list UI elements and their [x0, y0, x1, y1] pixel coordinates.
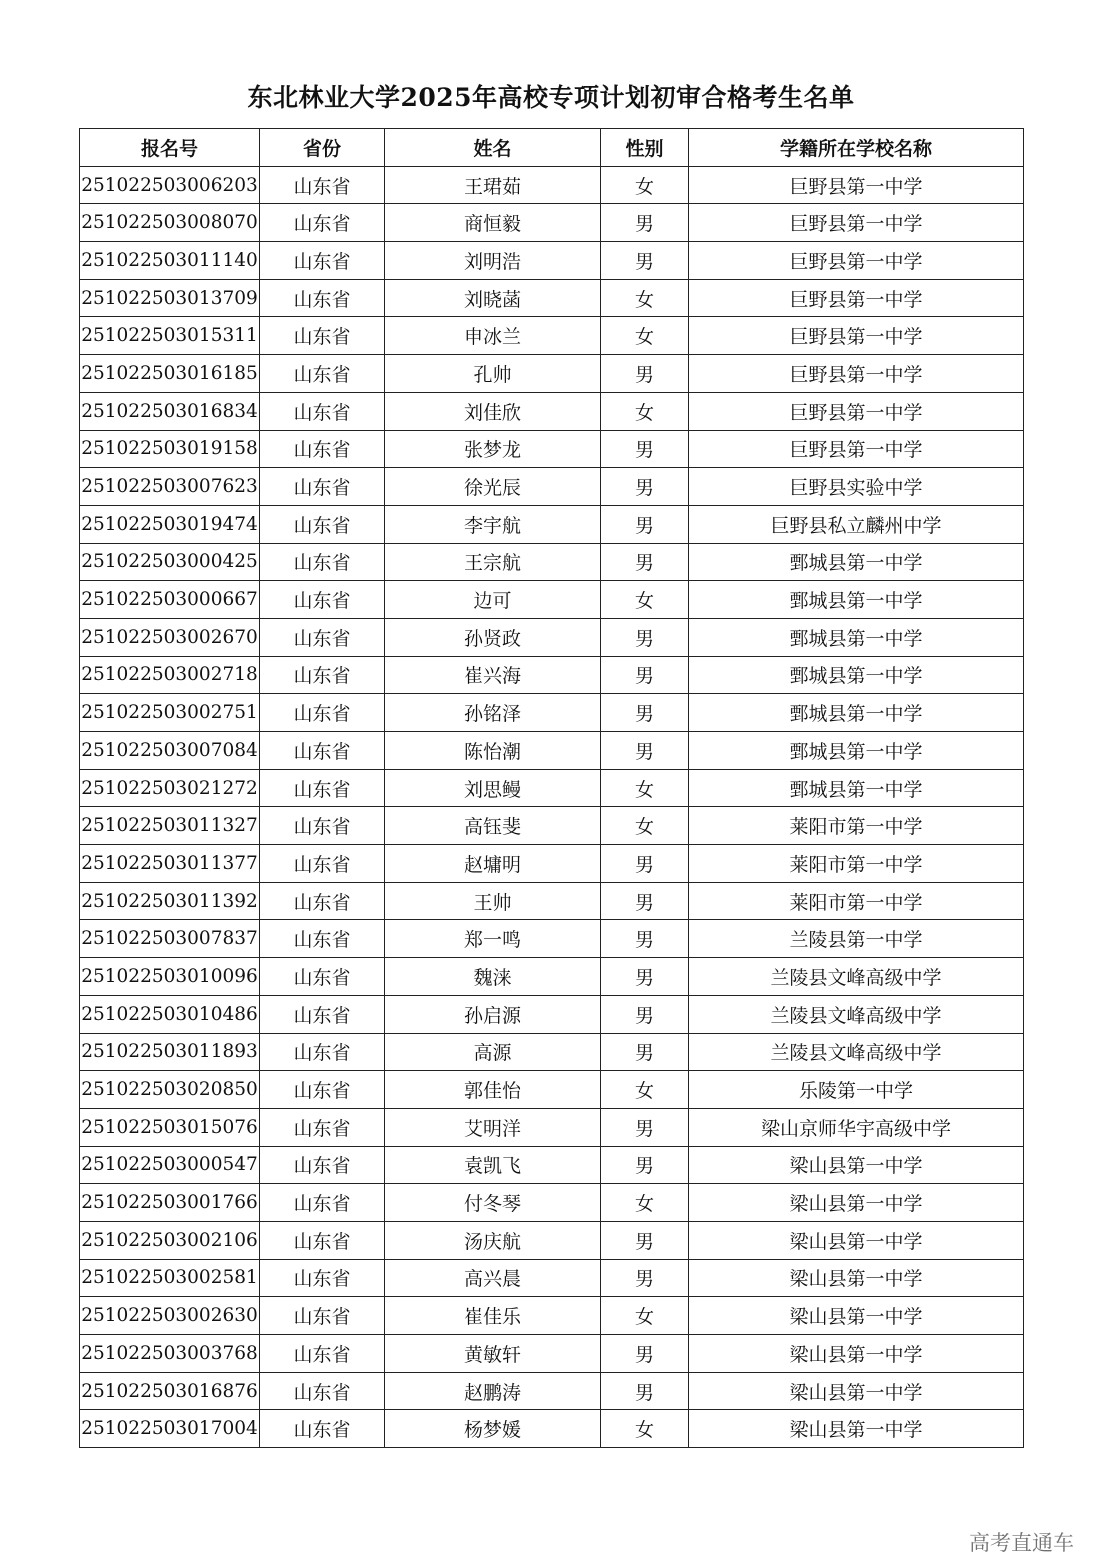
- header-province: 省份: [260, 129, 385, 167]
- school-cell: 梁山县第一中学: [689, 1221, 1024, 1259]
- header-registration-number: 报名号: [80, 129, 260, 167]
- registration-number-cell: 251022503002751: [80, 694, 260, 732]
- name-cell: 刘明浩: [385, 242, 601, 280]
- name-cell: 汤庆航: [385, 1221, 601, 1259]
- table-row: [80, 1221, 1024, 1259]
- table-row: [80, 769, 1024, 807]
- province-cell: 山东省: [260, 1071, 385, 1109]
- candidate-table: [79, 128, 1024, 1448]
- table-row: [80, 618, 1024, 656]
- gender-cell: 男: [601, 1335, 689, 1373]
- name-cell: 刘思鳗: [385, 769, 601, 807]
- province-cell: 山东省: [260, 1297, 385, 1335]
- name-cell: 张梦龙: [385, 430, 601, 468]
- name-cell: 杨梦媛: [385, 1410, 601, 1448]
- gender-cell: 女: [601, 1297, 689, 1335]
- table-row: [80, 1297, 1024, 1335]
- name-cell: 孙贤政: [385, 618, 601, 656]
- school-cell: 梁山县第一中学: [689, 1146, 1024, 1184]
- school-cell: 鄄城县第一中学: [689, 543, 1024, 581]
- registration-number-cell: 251022503001766: [80, 1184, 260, 1222]
- gender-cell: 女: [601, 769, 689, 807]
- name-cell: 赵墉明: [385, 845, 601, 883]
- province-cell: 山东省: [260, 1184, 385, 1222]
- province-cell: 山东省: [260, 656, 385, 694]
- school-cell: 乐陵第一中学: [689, 1071, 1024, 1109]
- name-cell: 艾明洋: [385, 1108, 601, 1146]
- gender-cell: 女: [601, 1410, 689, 1448]
- registration-number-cell: 251022503020850: [80, 1071, 260, 1109]
- table-row: [80, 1184, 1024, 1222]
- table-row: [80, 920, 1024, 958]
- province-cell: 山东省: [260, 355, 385, 393]
- school-cell: 巨野县第一中学: [689, 242, 1024, 280]
- name-cell: 刘佳欣: [385, 392, 601, 430]
- table-row: [80, 1259, 1024, 1297]
- table-row: [80, 807, 1024, 845]
- registration-number-cell: 251022503015311: [80, 317, 260, 355]
- school-cell: 巨野县第一中学: [689, 355, 1024, 393]
- gender-cell: 男: [601, 1372, 689, 1410]
- province-cell: 山东省: [260, 1410, 385, 1448]
- name-cell: 郑一鸣: [385, 920, 601, 958]
- province-cell: 山东省: [260, 543, 385, 581]
- province-cell: 山东省: [260, 242, 385, 280]
- table-row: [80, 1146, 1024, 1184]
- gender-cell: 男: [601, 618, 689, 656]
- registration-number-cell: 251022503007837: [80, 920, 260, 958]
- school-cell: 巨野县第一中学: [689, 317, 1024, 355]
- province-cell: 山东省: [260, 392, 385, 430]
- gender-cell: 女: [601, 317, 689, 355]
- name-cell: 魏涞: [385, 958, 601, 996]
- registration-number-cell: 251022503010486: [80, 995, 260, 1033]
- gender-cell: 男: [601, 355, 689, 393]
- gender-cell: 男: [601, 505, 689, 543]
- registration-number-cell: 251022503007084: [80, 732, 260, 770]
- province-cell: 山东省: [260, 807, 385, 845]
- province-cell: 山东省: [260, 505, 385, 543]
- name-cell: 孔帅: [385, 355, 601, 393]
- gender-cell: 男: [601, 1033, 689, 1071]
- table-row: [80, 1372, 1024, 1410]
- gender-cell: 男: [601, 1108, 689, 1146]
- table-row: [80, 430, 1024, 468]
- registration-number-cell: 251022503008070: [80, 204, 260, 242]
- table-row: [80, 1071, 1024, 1109]
- registration-number-cell: 251022503019474: [80, 505, 260, 543]
- province-cell: 山东省: [260, 430, 385, 468]
- school-cell: 巨野县第一中学: [689, 204, 1024, 242]
- school-cell: 梁山县第一中学: [689, 1259, 1024, 1297]
- name-cell: 袁凯飞: [385, 1146, 601, 1184]
- name-cell: 郭佳怡: [385, 1071, 601, 1109]
- school-cell: 莱阳市第一中学: [689, 807, 1024, 845]
- name-cell: 王珺茹: [385, 166, 601, 204]
- name-cell: 刘晓菡: [385, 279, 601, 317]
- name-cell: 边可: [385, 581, 601, 619]
- table-row: [80, 845, 1024, 883]
- header-gender: 性别: [601, 129, 689, 167]
- name-cell: 王帅: [385, 882, 601, 920]
- gender-cell: 女: [601, 807, 689, 845]
- school-cell: 梁山县第一中学: [689, 1372, 1024, 1410]
- name-cell: 商恒毅: [385, 204, 601, 242]
- school-cell: 巨野县第一中学: [689, 279, 1024, 317]
- registration-number-cell: 251022503003768: [80, 1335, 260, 1373]
- school-cell: 巨野县第一中学: [689, 430, 1024, 468]
- table-row: [80, 468, 1024, 506]
- gender-cell: 男: [601, 1259, 689, 1297]
- school-cell: 梁山县第一中学: [689, 1297, 1024, 1335]
- registration-number-cell: 251022503006203: [80, 166, 260, 204]
- school-cell: 鄄城县第一中学: [689, 581, 1024, 619]
- gender-cell: 男: [601, 1146, 689, 1184]
- gender-cell: 女: [601, 166, 689, 204]
- province-cell: 山东省: [260, 1335, 385, 1373]
- name-cell: 崔佳乐: [385, 1297, 601, 1335]
- school-cell: 莱阳市第一中学: [689, 845, 1024, 883]
- province-cell: 山东省: [260, 618, 385, 656]
- school-cell: 梁山京师华宇高级中学: [689, 1108, 1024, 1146]
- gender-cell: 男: [601, 204, 689, 242]
- gender-cell: 男: [601, 958, 689, 996]
- name-cell: 付冬琴: [385, 1184, 601, 1222]
- name-cell: 高源: [385, 1033, 601, 1071]
- school-cell: 兰陵县第一中学: [689, 920, 1024, 958]
- table-body: [80, 166, 1024, 1447]
- province-cell: 山东省: [260, 1221, 385, 1259]
- registration-number-cell: 251022503011327: [80, 807, 260, 845]
- province-cell: 山东省: [260, 995, 385, 1033]
- table-row: [80, 166, 1024, 204]
- registration-number-cell: 251022503016876: [80, 1372, 260, 1410]
- province-cell: 山东省: [260, 1259, 385, 1297]
- registration-number-cell: 251022503010096: [80, 958, 260, 996]
- school-cell: 梁山县第一中学: [689, 1184, 1024, 1222]
- name-cell: 高兴晨: [385, 1259, 601, 1297]
- registration-number-cell: 251022503002106: [80, 1221, 260, 1259]
- school-cell: 巨野县第一中学: [689, 392, 1024, 430]
- school-cell: 鄄城县第一中学: [689, 656, 1024, 694]
- table-row: [80, 882, 1024, 920]
- province-cell: 山东省: [260, 1146, 385, 1184]
- registration-number-cell: 251022503019158: [80, 430, 260, 468]
- gender-cell: 男: [601, 732, 689, 770]
- gender-cell: 男: [601, 430, 689, 468]
- gender-cell: 男: [601, 242, 689, 280]
- school-cell: 鄄城县第一中学: [689, 694, 1024, 732]
- province-cell: 山东省: [260, 317, 385, 355]
- registration-number-cell: 251022503015076: [80, 1108, 260, 1146]
- name-cell: 崔兴海: [385, 656, 601, 694]
- registration-number-cell: 251022503000667: [80, 581, 260, 619]
- table-row: [80, 1108, 1024, 1146]
- registration-number-cell: 251022503011377: [80, 845, 260, 883]
- registration-number-cell: 251022503011392: [80, 882, 260, 920]
- school-cell: 巨野县第一中学: [689, 166, 1024, 204]
- table-row: [80, 995, 1024, 1033]
- table-row: [80, 355, 1024, 393]
- province-cell: 山东省: [260, 694, 385, 732]
- table-row: [80, 317, 1024, 355]
- province-cell: 山东省: [260, 1372, 385, 1410]
- name-cell: 王宗航: [385, 543, 601, 581]
- registration-number-cell: 251022503002718: [80, 656, 260, 694]
- table-row: [80, 732, 1024, 770]
- school-cell: 梁山县第一中学: [689, 1335, 1024, 1373]
- name-cell: 赵鹏涛: [385, 1372, 601, 1410]
- province-cell: 山东省: [260, 845, 385, 883]
- table-row: [80, 204, 1024, 242]
- gender-cell: 男: [601, 468, 689, 506]
- province-cell: 山东省: [260, 1033, 385, 1071]
- registration-number-cell: 251022503013709: [80, 279, 260, 317]
- school-cell: 鄄城县第一中学: [689, 769, 1024, 807]
- province-cell: 山东省: [260, 732, 385, 770]
- province-cell: 山东省: [260, 958, 385, 996]
- table-row: [80, 543, 1024, 581]
- province-cell: 山东省: [260, 279, 385, 317]
- province-cell: 山东省: [260, 166, 385, 204]
- name-cell: 孙启源: [385, 995, 601, 1033]
- gender-cell: 女: [601, 392, 689, 430]
- gender-cell: 男: [601, 543, 689, 581]
- gender-cell: 男: [601, 845, 689, 883]
- gender-cell: 男: [601, 995, 689, 1033]
- province-cell: 山东省: [260, 769, 385, 807]
- table-row: [80, 242, 1024, 280]
- registration-number-cell: 251022503017004: [80, 1410, 260, 1448]
- table-row: [80, 1410, 1024, 1448]
- name-cell: 孙铭泽: [385, 694, 601, 732]
- school-cell: 巨野县私立麟州中学: [689, 505, 1024, 543]
- table-row: [80, 1335, 1024, 1373]
- registration-number-cell: 251022503002630: [80, 1297, 260, 1335]
- table-row: [80, 581, 1024, 619]
- name-cell: 李宇航: [385, 505, 601, 543]
- table-row: [80, 656, 1024, 694]
- school-cell: 鄄城县第一中学: [689, 618, 1024, 656]
- name-cell: 申冰兰: [385, 317, 601, 355]
- school-cell: 梁山县第一中学: [689, 1410, 1024, 1448]
- school-cell: 鄄城县第一中学: [689, 732, 1024, 770]
- province-cell: 山东省: [260, 882, 385, 920]
- gender-cell: 男: [601, 694, 689, 732]
- registration-number-cell: 251022503021272: [80, 769, 260, 807]
- registration-number-cell: 251022503016834: [80, 392, 260, 430]
- registration-number-cell: 251022503007623: [80, 468, 260, 506]
- province-cell: 山东省: [260, 204, 385, 242]
- province-cell: 山东省: [260, 581, 385, 619]
- registration-number-cell: 251022503002670: [80, 618, 260, 656]
- school-cell: 巨野县实验中学: [689, 468, 1024, 506]
- registration-number-cell: 251022503000547: [80, 1146, 260, 1184]
- gender-cell: 女: [601, 279, 689, 317]
- table-row: [80, 694, 1024, 732]
- gender-cell: 女: [601, 1184, 689, 1222]
- province-cell: 山东省: [260, 920, 385, 958]
- registration-number-cell: 251022503011893: [80, 1033, 260, 1071]
- school-cell: 兰陵县文峰高级中学: [689, 958, 1024, 996]
- name-cell: 陈怡潮: [385, 732, 601, 770]
- table-row: [80, 505, 1024, 543]
- table-header-row: [80, 129, 1024, 167]
- table-row: [80, 279, 1024, 317]
- school-cell: 兰陵县文峰高级中学: [689, 995, 1024, 1033]
- name-cell: 徐光辰: [385, 468, 601, 506]
- school-cell: 莱阳市第一中学: [689, 882, 1024, 920]
- gender-cell: 男: [601, 656, 689, 694]
- registration-number-cell: 251022503002581: [80, 1259, 260, 1297]
- table-row: [80, 958, 1024, 996]
- gender-cell: 男: [601, 882, 689, 920]
- header-name: 姓名: [385, 129, 601, 167]
- table-row: [80, 392, 1024, 430]
- name-cell: 黄敏轩: [385, 1335, 601, 1373]
- page-title: 东北林业大学2025年高校专项计划初审合格考生名单: [247, 83, 855, 112]
- province-cell: 山东省: [260, 1108, 385, 1146]
- gender-cell: 男: [601, 1221, 689, 1259]
- registration-number-cell: 251022503016185: [80, 355, 260, 393]
- watermark: 高考直通车: [969, 1531, 1074, 1555]
- gender-cell: 女: [601, 1071, 689, 1109]
- school-cell: 兰陵县文峰高级中学: [689, 1033, 1024, 1071]
- header-school: 学籍所在学校名称: [689, 129, 1024, 167]
- registration-number-cell: 251022503000425: [80, 543, 260, 581]
- gender-cell: 男: [601, 920, 689, 958]
- registration-number-cell: 251022503011140: [80, 242, 260, 280]
- gender-cell: 女: [601, 581, 689, 619]
- table-row: [80, 1033, 1024, 1071]
- name-cell: 高钰斐: [385, 807, 601, 845]
- province-cell: 山东省: [260, 468, 385, 506]
